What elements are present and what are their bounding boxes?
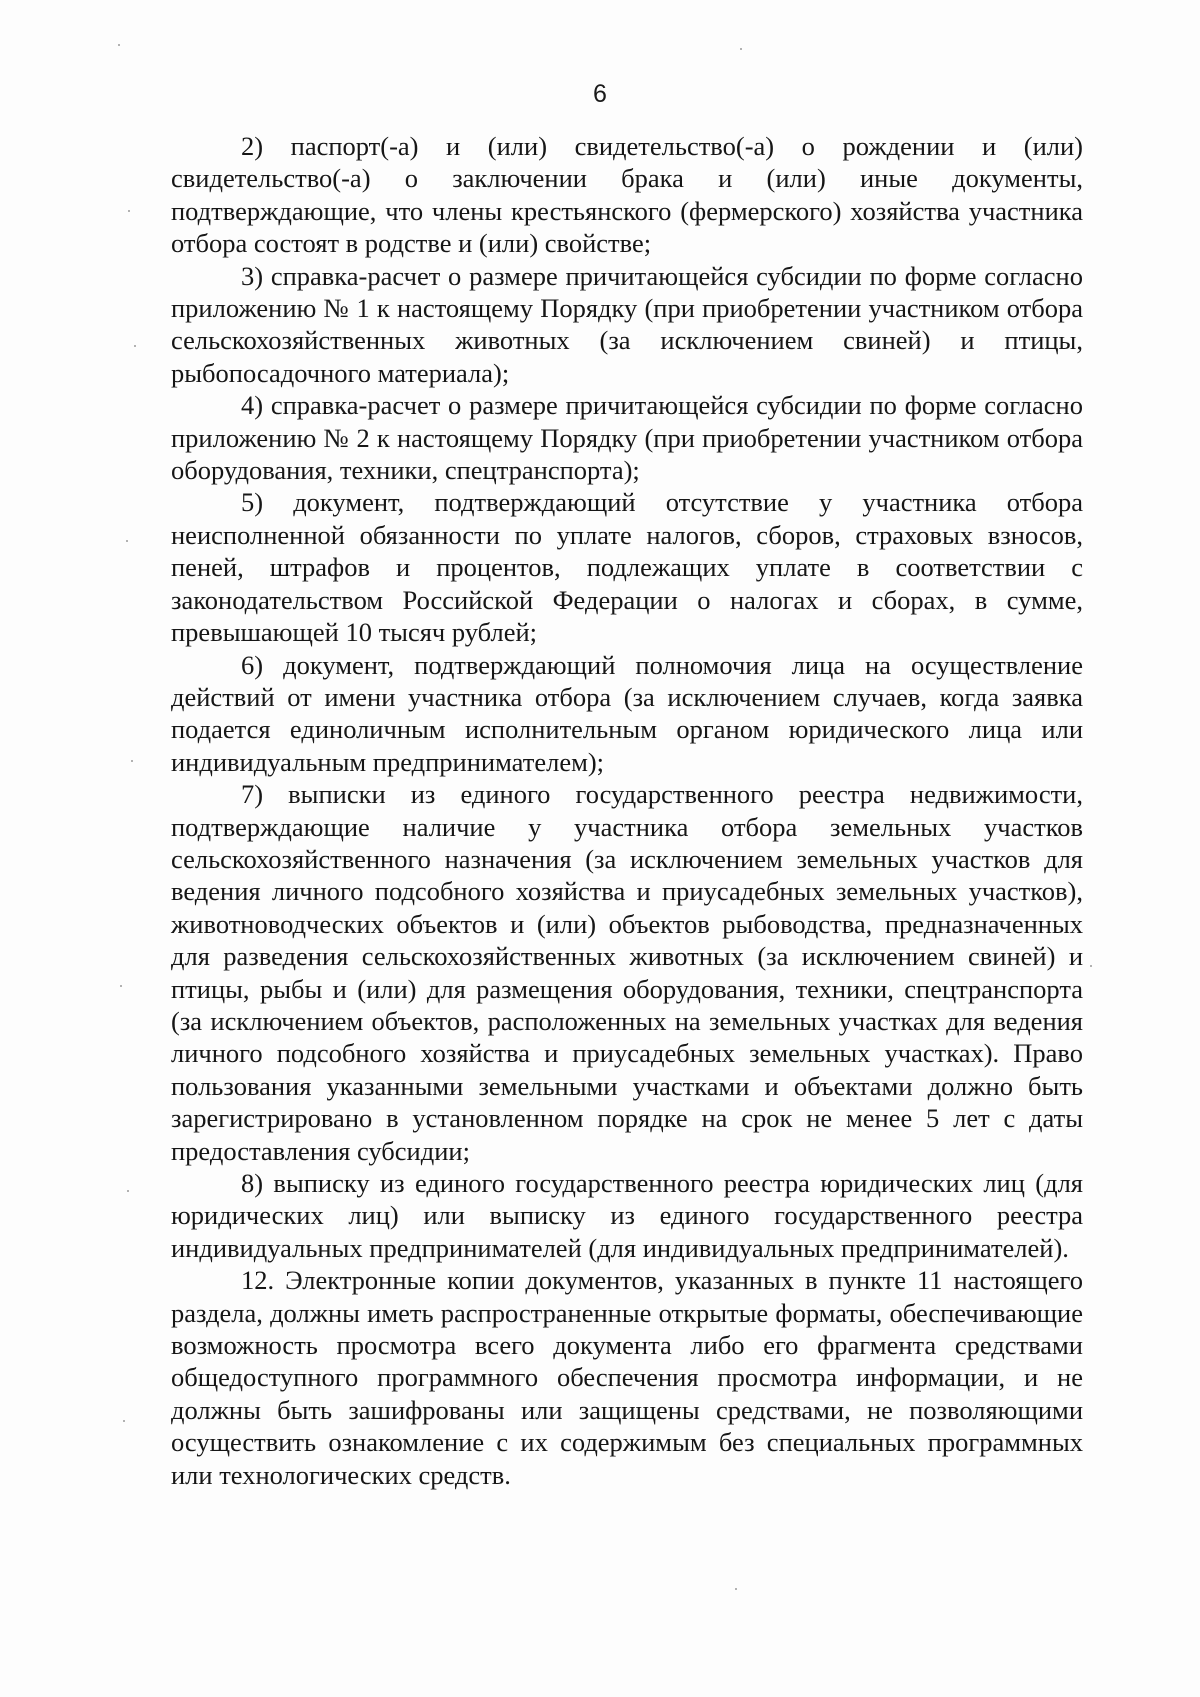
paragraph-item-8-legal-entities: 8) выписку из единого государственного реестра юридических лиц (для юридических лиц) или выписку из единого государственного реестра индивидуальных предпринимателей (для индивидуальных предпринимателей). <box>171 1168 1083 1263</box>
paragraph-item-6-authority: 6) документ, подтверждающий полномочия лица на осуществление действий от имени участника отбора (за исключением случаев, когда заявка подается единоличным исполнительным органом юридического лица или индивидуальным предпринимателем); <box>171 649 1083 777</box>
scan-speck <box>131 760 133 762</box>
paragraph-item-4-calc-form-2: 4) справка-расчет о размере причитающейся субсидии по форме согласно приложению № 2 к настоящему Порядку (при приобретении участником отбора оборудования, техники, спецтранспорта); <box>171 390 1083 486</box>
paragraph-item-5-tax-debt: 5) документ, подтверждающий отсутствие у участника отбора неисполненной обязанности по уплате налогов, сборов, страховых взносов, пеней, штрафов и процентов, подлежащих уплате в соответствии с законодательством Российской Федерации о налогах и сборах, в сумме, превышающей 10 тысяч рублей; <box>171 487 1083 648</box>
scan-speck <box>134 345 136 347</box>
scan-speck <box>735 1588 737 1590</box>
scan-speck <box>127 1190 129 1192</box>
scan-speck <box>1090 965 1092 967</box>
scan-speck <box>123 1420 125 1422</box>
scan-speck <box>118 44 120 46</box>
paragraph-item-2-passport: 2) паспорт(-а) и (или) свидетельство(-а) о рождении и (или) свидетельство(-а) о заключении брака и (или) иные документы, подтверждающие, что члены крестьянского (фермерского) хозяйства участника отбора состоят в родстве и (или) свойстве; <box>171 131 1083 259</box>
page-number: 6 <box>593 80 607 108</box>
scan-speck <box>120 985 122 987</box>
paragraph-item-7-real-estate: 7) выписки из единого государственного реестра недвижимости, подтверждающие наличие у участника отбора земельных участков сельскохозяйственного назначения (за исключением земельных участков для ведения личного подсобного хозяйства и приусадебных земельных участков), животноводческих объектов и (или) объектов рыбоводства, предназначенных для разведения сельскохозяйственных животных (за исключением свиней) и птицы, рыбы и (или) для размещения оборудования, техники, спецтранспорта (за исключением объектов, расположенных на земельных участках для ведения личного подсобного хозяйства и приусадебных земельных участках). Право пользования указанными земельными участками и объектами должно быть зарегистрировано в установленном порядке на срок не менее 5 лет с даты предоставления субсидии; <box>171 779 1083 1166</box>
paragraph-section-12: 12. Электронные копии документов, указанных в пункте 11 настоящего раздела, должны иметь распространенные открытые форматы, обеспечивающие возможность просмотра всего документа либо его фрагмента средствами общедоступного программного обеспечения просмотра информации, и не должны быть зашифрованы или защищены средствами, не позволяющими осуществить ознакомление с их содержимым без специальных программных или технологических средств. <box>171 1265 1083 1490</box>
scan-speck <box>740 48 742 50</box>
scan-speck <box>128 210 130 212</box>
document-body <box>171 130 1083 1491</box>
scan-speck <box>126 540 128 542</box>
paragraph-item-3-calc-form-1: 3) справка-расчет о размере причитающейся субсидии по форме согласно приложению № 1 к настоящему Порядку (при приобретении участником отбора сельскохозяйственных животных (за исключением свиней) и птицы, рыбопосадочного материала); <box>171 260 1083 388</box>
